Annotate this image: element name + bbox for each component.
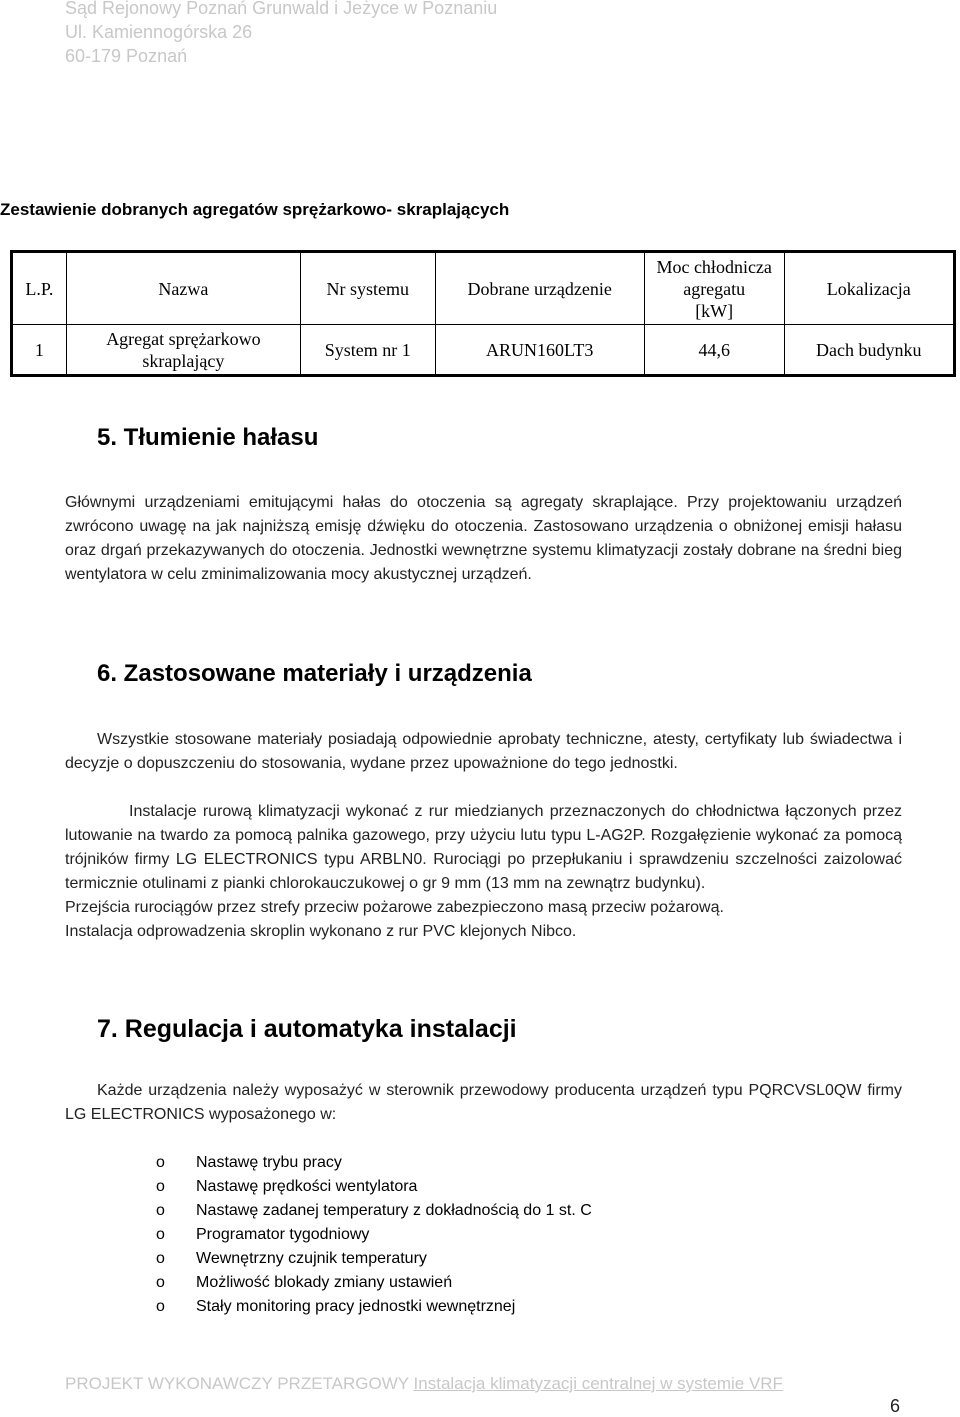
section6-title: 6. Zastosowane materiały i urządzenia: [97, 660, 532, 687]
col-header-device: Dobrane urządzenie: [435, 252, 644, 325]
section5-title: 5. Tłumienie hałasu: [97, 424, 319, 451]
page-header: [65, 0, 497, 68]
cell-lp: 1: [12, 325, 67, 376]
table-header-row: [12, 252, 955, 325]
section5-text: Głównymi urządzeniami emitującymi hałas do otoczenia są agregaty skraplające. Przy projektowaniu urządzeń zwrócono uwagę na jak najniższą emisję dźwięku do otoczenia. Zastosowano urządzenia o obniżonej emisji hałasu oraz drgań przekazywanych do otoczenia. Jednostki wewnętrzne systemu klimatyzacji zostały dobrane na średni bieg wentylatora w celu zminimalizowania mocy akustycznej urządzeń.: [65, 494, 902, 583]
col-header-power-line2: agregatu: [683, 278, 746, 299]
list-item-text: Wewnętrzny czujnik temperatury: [196, 1250, 427, 1267]
page-number: 6: [890, 1396, 901, 1416]
list-item: [156, 1247, 592, 1271]
list-item-text: Stały monitoring pracy jednostki wewnętrznej: [196, 1298, 516, 1315]
list-item: [156, 1223, 592, 1247]
list-item: [156, 1271, 592, 1295]
cell-name-line1: Agregat sprężarkowo: [106, 328, 261, 349]
col-header-power: [644, 252, 784, 325]
bullet-icon: o: [156, 1298, 165, 1315]
cell-name-line2: skraplający: [142, 350, 225, 371]
cell-location: Dach budynku: [784, 325, 955, 376]
list-item: [156, 1151, 592, 1175]
bullet-icon: o: [156, 1250, 165, 1267]
section6-paragraph2: [65, 800, 902, 944]
list-item-text: Nastawę zadanej temperatury z dokładnością do 1 st. C: [196, 1202, 592, 1219]
bullet-icon: o: [156, 1274, 165, 1291]
col-header-name: Nazwa: [66, 252, 300, 325]
list-item-text: Programator tygodniowy: [196, 1226, 370, 1243]
section6-text1: Wszystkie stosowane materiały posiadają odpowiednie aprobaty techniczne, atesty, certyfikaty lub świadectwa i decyzje o dopuszczeniu do stosowania, wydane przez upoważnione do tego jednostki.: [65, 731, 902, 772]
col-header-lp: L.P.: [12, 252, 67, 325]
col-header-system: Nr systemu: [300, 252, 435, 325]
units-table: [10, 250, 956, 377]
col-header-location: Lokalizacja: [784, 252, 955, 325]
section6-paragraph1: [65, 728, 902, 776]
bullet-icon: o: [156, 1226, 165, 1243]
cell-name: [66, 325, 300, 376]
header-street: Ul. Kamiennogórska 26: [65, 22, 253, 42]
list-item: [156, 1199, 592, 1223]
section5-paragraph: [65, 491, 902, 587]
list-item-text: Nastawę trybu pracy: [196, 1154, 342, 1171]
footer-project: PROJEKT WYKONAWCZY PRZETARGOWY: [65, 1374, 409, 1393]
list-item-text: Nastawę prędkości wentylatora: [196, 1178, 418, 1195]
list-item: [156, 1175, 592, 1199]
header-court: Sąd Rejonowy Poznań Grunwald i Jeżyce w Poznaniu: [65, 0, 498, 18]
bullet-icon: o: [156, 1178, 165, 1195]
section7-text: Każde urządzenia należy wyposażyć w sterownik przewodowy producenta urządzeń typu PQRCVSL0QW firmy LG ELECTRONICS wyposażonego w:: [65, 1082, 902, 1123]
footer-subject: Instalacja klimatyzacji centralnej w systemie VRF: [413, 1374, 783, 1393]
section7-paragraph: [65, 1079, 902, 1127]
summary-title: Zestawienie dobranych agregatów sprężarkowo- skraplających: [0, 200, 510, 219]
table-row: [12, 325, 955, 376]
cell-device: ARUN160LT3: [435, 325, 644, 376]
cell-power: 44,6: [644, 325, 784, 376]
controller-features-list: [156, 1151, 592, 1319]
page-footer: [65, 1374, 783, 1394]
cell-system: System nr 1: [300, 325, 435, 376]
section6-text2: Instalacje rurową klimatyzacji wykonać z rur miedzianych przeznaczonych do chłodnictwa łączonych przez lutowanie na twardo za pomocą palnika gazowego, przy użyciu lutu typu L-AG2P. Rozgałęzienie wykonać za pomocą trójników firmy LG ELECTRONICS typu ARBLN0. Rurociągi po przepłukaniu i sprawdzeniu szczelności zaizolować termicznie otulinami z pianki chlorokauczukowej o gr 9 mm (13 mm na zewnątrz budynku).: [65, 803, 902, 892]
section7-title: 7. Regulacja i automatyka instalacji: [97, 1015, 517, 1043]
bullet-icon: o: [156, 1154, 165, 1171]
col-header-power-line1: Moc chłodnicza: [656, 256, 772, 277]
bullet-icon: o: [156, 1202, 165, 1219]
col-header-power-line3: [kW]: [695, 300, 734, 321]
list-item: [156, 1295, 592, 1319]
header-city: 60-179 Poznań: [65, 46, 188, 66]
list-item-text: Możliwość blokady zmiany ustawień: [196, 1274, 453, 1291]
section6-text3: Przejścia rurociągów przez strefy przeciw pożarowe zabezpieczono masą przeciw pożarową.: [65, 899, 724, 916]
section6-text4: Instalacja odprowadzenia skroplin wykonano z rur PVC klejonych Nibco.: [65, 923, 577, 940]
